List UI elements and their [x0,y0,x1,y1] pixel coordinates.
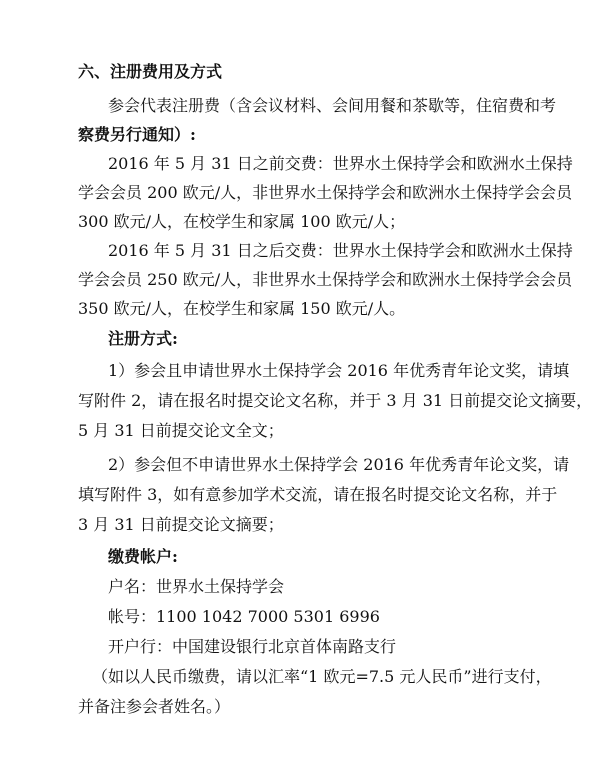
method-1-line-3: 5 月 31 日前提交论文全文； [78,421,284,440]
account-number: 帐号：1100 1042 7000 5301 6996 [108,607,380,626]
after-deadline-line-2: 学会会员 250 欧元/人，非世界水土保持学会和欧洲水土保持学会会员 [78,270,573,289]
bank-branch: 开户行：中国建设银行北京首体南路支行 [108,637,397,656]
method-1-line-1: 1）参会且申请世界水土保持学会 2016 年优秀青年论文奖，请填 [108,361,570,380]
exchange-note-line-2: 并备注参会者姓名。） [78,697,231,716]
intro-line-1: 参会代表注册费（含会议材料、会间用餐和茶歇等，住宿费和考 [108,96,557,115]
account-name: 户名：世界水土保持学会 [108,577,285,596]
method-2-line-3: 3 月 31 日前提交论文摘要； [78,515,284,534]
before-deadline-line-2: 学会会员 200 欧元/人，非世界水土保持学会和欧洲水土保持学会会员 [78,183,573,202]
section-heading: 六、注册费用及方式 [78,62,223,81]
after-deadline-line-3: 350 欧元/人，在校学生和家属 150 欧元/人。 [78,299,406,318]
method-1-line-2: 写附件 2，请在报名时提交论文名称，并于 3 月 31 日前提交论文摘要， [78,391,593,410]
exchange-note-line-1: （如以人民币缴费，请以汇率“1 欧元=7.5 元人民币”进行支付， [92,667,552,686]
before-deadline-line-1: 2016 年 5 月 31 日之前交费：世界水土保持学会和欧洲水土保持 [108,154,573,173]
method-2-line-1: 2）参会但不申请世界水土保持学会 2016 年优秀青年论文奖，请 [108,455,570,474]
intro-line-2: 察费另行通知）: [78,125,196,144]
payment-account-heading: 缴费帐户: [108,547,178,566]
after-deadline-line-1: 2016 年 5 月 31 日之后交费：世界水土保持学会和欧洲水土保持 [108,241,573,260]
registration-method-heading: 注册方式: [108,329,178,348]
before-deadline-line-3: 300 欧元/人，在校学生和家属 100 欧元/人； [78,212,406,231]
method-2-line-2: 填写附件 3，如有意参加学术交流，请在报名时提交论文名称，并于 [78,485,558,504]
